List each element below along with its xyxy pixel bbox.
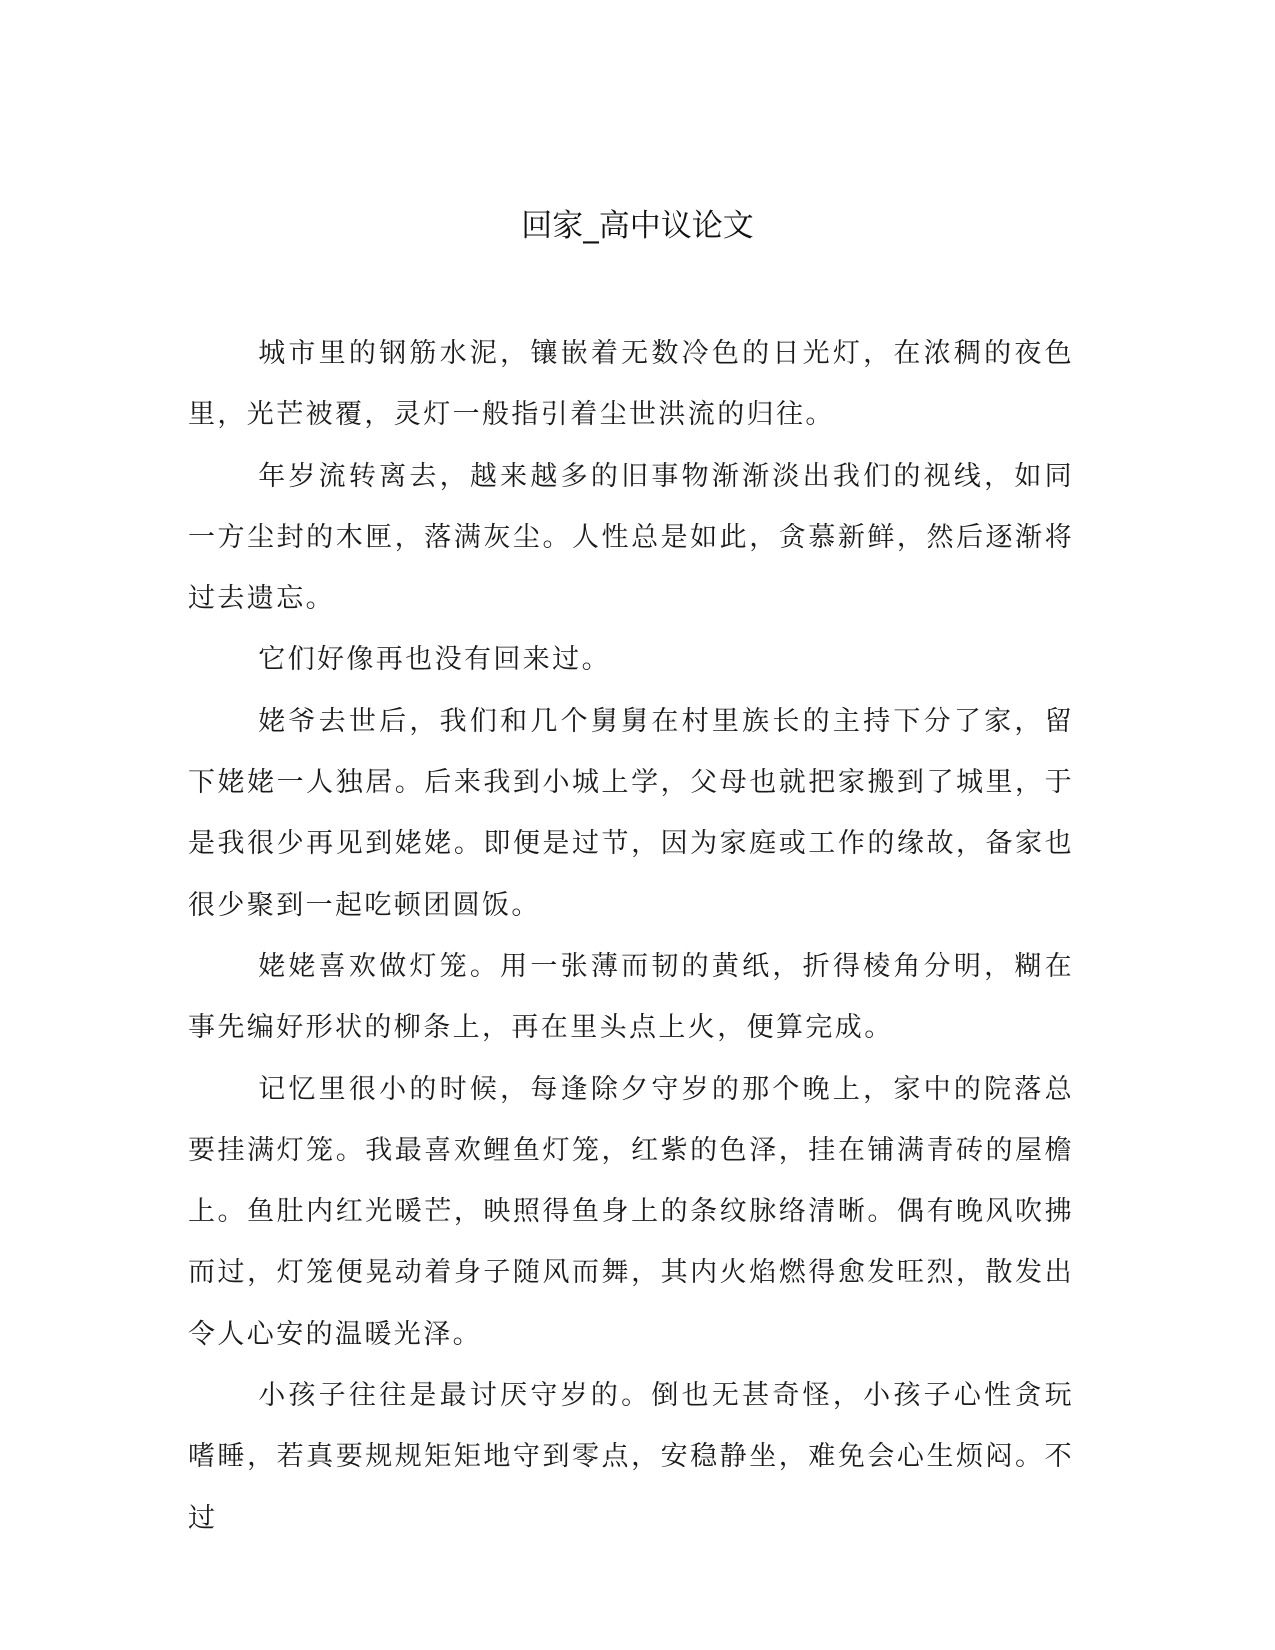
- paragraph: 城市里的钢筋水泥，镶嵌着无数冷色的日光灯，在浓稠的夜色里，光芒被覆，灵灯一般指引着尘世洪流的归往。: [188, 338, 1074, 431]
- paragraph: 姥爷去世后，我们和几个舅舅在村里族长的主持下分了家，留下姥姥一人独居。后来我到小城上学，父母也就把家搬到了城里，于是我很少再见到姥姥。即便是过节，因为家庭或工作的缘故，备家也很少聚到一起吃顿团圆饭。: [188, 705, 1074, 921]
- paragraph: 它们好像再也没有回来过。: [258, 644, 611, 676]
- paragraph: 小孩子往往是最讨厌守岁的。倒也无甚奇怪，小孩子心性贪玩嗜睡，若真要规规矩矩地守到零点，安稳静坐，难免会心生烦闷。不过: [188, 1380, 1074, 1534]
- document-body: [188, 323, 1074, 1549]
- document-title: 回家_高中议论文: [521, 208, 754, 244]
- paragraph: 记忆里很小的时候，每逢除夕守岁的那个晚上，家中的院落总要挂满灯笼。我最喜欢鲤鱼灯笼，红紫的色泽，挂在铺满青砖的屋檐上。鱼肚内红光暖芒，映照得鱼身上的条纹脉络清晰。偶有晚风吹拂而过，灯笼便晃动着身子随风而舞，其内火焰燃得愈发旺烈，散发出令人心安的温暖光泽。: [188, 1073, 1074, 1350]
- paragraph: 年岁流转离去，越来越多的旧事物渐渐淡出我们的视线，如同一方尘封的木匣，落满灰尘。人性总是如此，贪慕新鲜，然后逐渐将过去遗忘。: [188, 460, 1074, 615]
- paragraph: 姥姥喜欢做灯笼。用一张薄而韧的黄纸，折得棱角分明，糊在事先编好形状的柳条上，再在里头点上火，便算完成。: [188, 950, 1074, 1044]
